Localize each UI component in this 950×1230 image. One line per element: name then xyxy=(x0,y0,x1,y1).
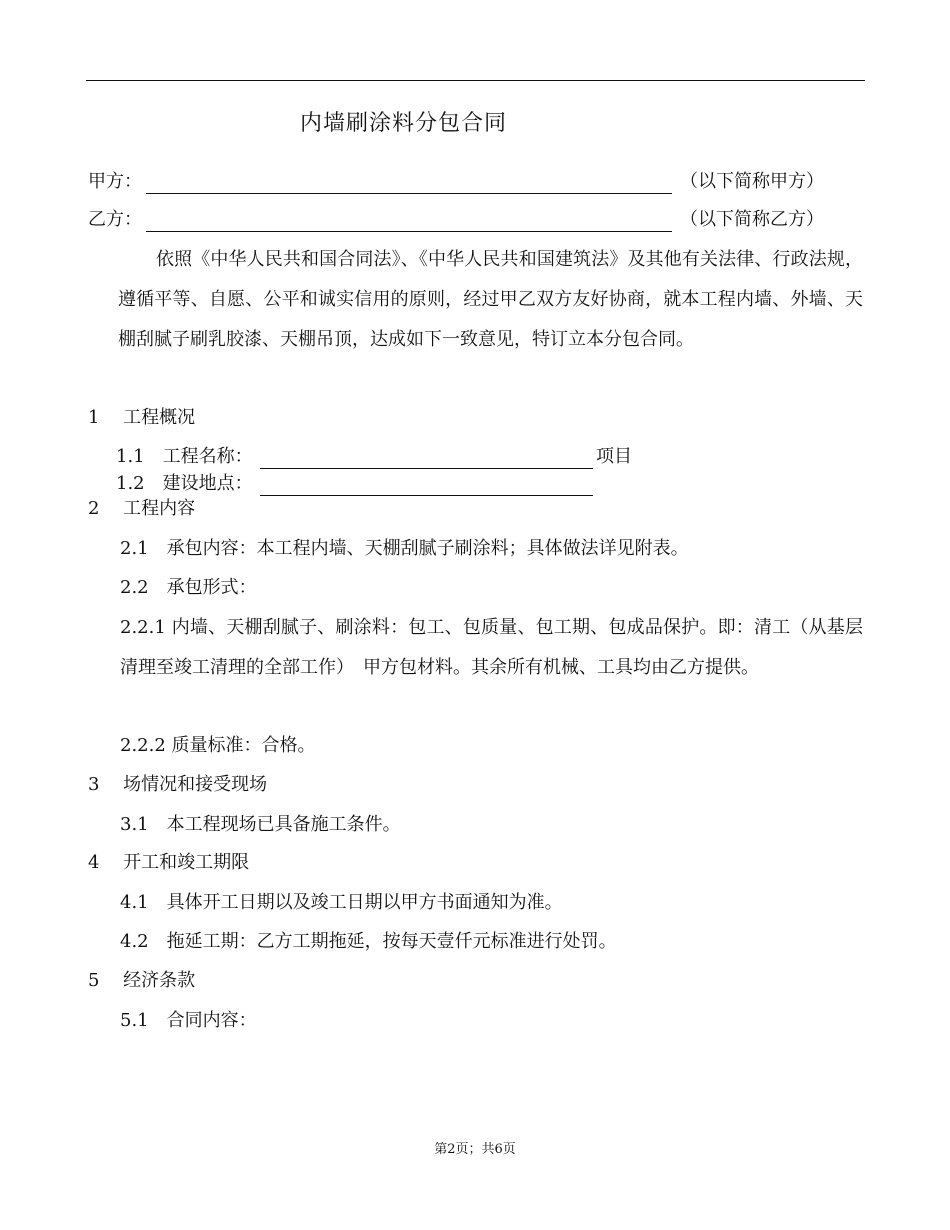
party-a-note: （以下简称甲方） xyxy=(680,171,824,192)
clause-2-1: 2.1 承包内容：本工程内墙、天棚刮腻子刷涂料；具体做法详见附表。 xyxy=(120,538,689,559)
document-title: 内墙刷涂料分包合同 xyxy=(300,111,508,136)
preamble-paragraph: 依照《中华人民共和国合同法》、《中华人民共和国建筑法》及其他有关法律、行政法规，遵循平等、自愿、公平和诚实信用的原则，经过甲乙双方友好协商，就本工程内墙、外墙、天棚刮腻子刷乳胶漆、天棚吊顶，达成如下一致意见，特订立本分包合同。 xyxy=(118,249,863,350)
section-2-heading: 2 工程内容 xyxy=(88,498,196,519)
header-rule xyxy=(86,80,865,81)
clause-2-2-2: 2.2.2 质量标准：合格。 xyxy=(120,735,316,756)
page-number-footer: 第2页；共6页 xyxy=(434,1142,516,1157)
site-location-blank-line xyxy=(260,495,593,496)
project-name-label: 1.1 工程名称： xyxy=(116,446,253,467)
project-name-blank-line xyxy=(260,468,593,469)
section-4-heading: 4 开工和竣工期限 xyxy=(88,852,250,873)
section-1-heading: 1 工程概况 xyxy=(88,407,196,428)
clause-4-2: 4.2 拖延工期：乙方工期拖延，按每天壹仟元标准进行处罚。 xyxy=(120,931,617,952)
clause-4-1: 4.1 具体开工日期以及竣工日期以甲方书面通知为准。 xyxy=(120,892,563,913)
project-name-suffix: 项目 xyxy=(596,446,632,467)
party-b-label: 乙方： xyxy=(88,209,142,230)
party-b-note: （以下简称乙方） xyxy=(680,209,824,230)
section-5-heading: 5 经济条款 xyxy=(88,970,196,991)
party-a-label: 甲方： xyxy=(88,171,142,192)
site-location-label: 1.2 建设地点： xyxy=(116,473,253,494)
party-b-blank-line xyxy=(146,231,672,232)
section-3-heading: 3 场情况和接受现场 xyxy=(88,774,268,795)
clause-2-2: 2.2 承包形式： xyxy=(120,577,257,598)
clause-2-2-1: 2.2.1 内墙、天棚刮腻子、刷涂料：包工、包质量、包工期、包成品保护。即：清工（从基层清理至竣工清理的全部工作） 甲方包材料。其余所有机械、工具均由乙方提供。 xyxy=(120,617,863,678)
clause-5-1: 5.1 合同内容： xyxy=(120,1010,257,1031)
party-a-blank-line xyxy=(146,193,672,194)
clause-3-1: 3.1 本工程现场已具备施工条件。 xyxy=(120,814,401,835)
